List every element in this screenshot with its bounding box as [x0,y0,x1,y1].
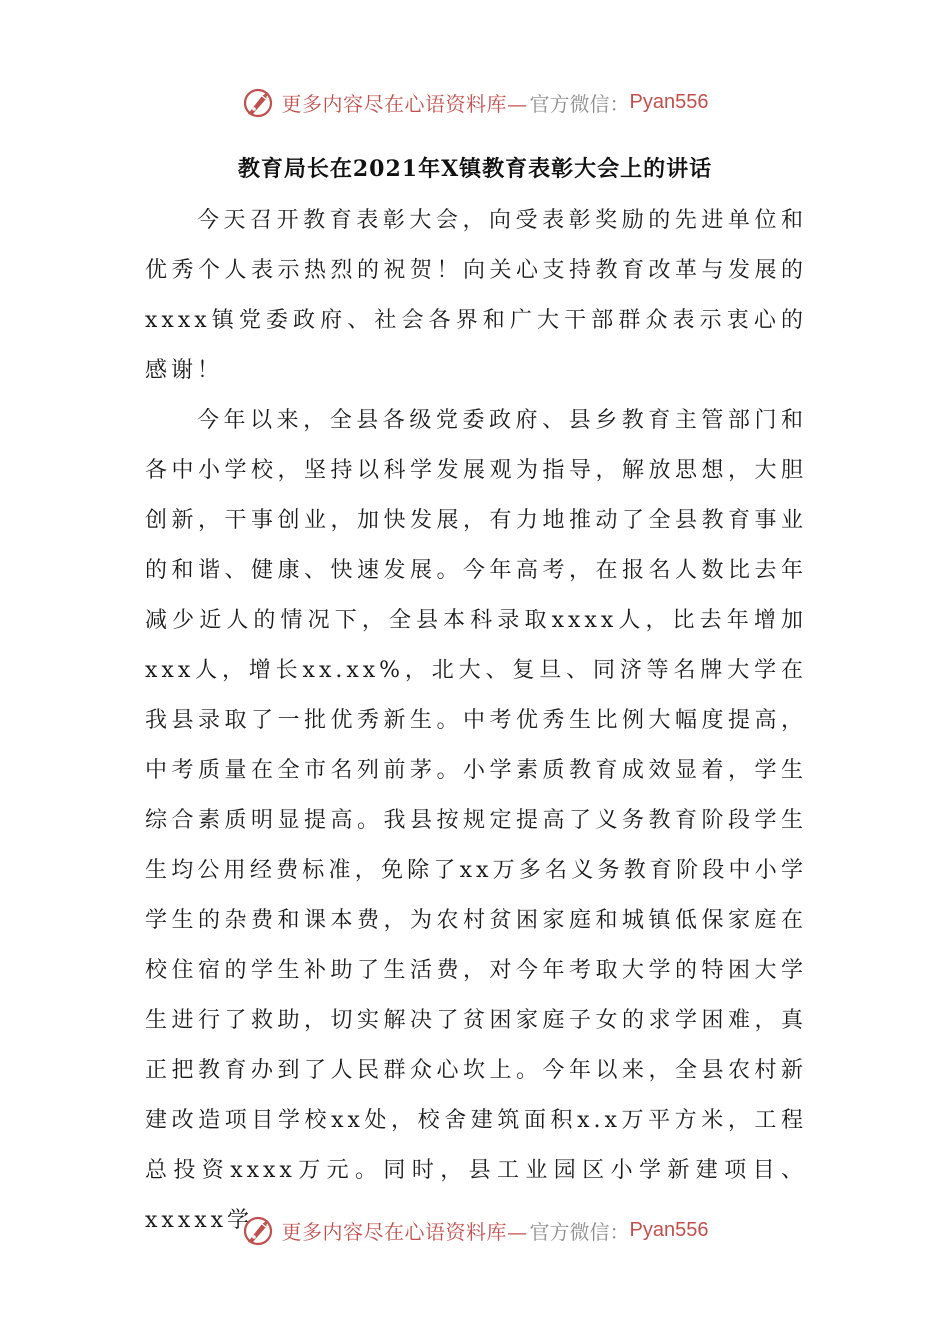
watermark-wechat-id: Pyan556 [629,90,709,113]
watermark-channel-label: 官方微信： [529,91,630,116]
paragraph-2: 今年以来，全县各级党委政府、县乡教育主管部门和各中小学校，坚持以科学发展观为指导，解放思想，大胆创新，干事创业，加快发展，有力地推动了全县教育事业的和谐、健康、快速发展。今年高考，在报名人数比去年减少近人的情况下，全县本科录取xxxx人，比去年增加xxx人，增长xx.xx%，北大、复旦、同济等名牌大学在我县录取了一批优秀新生。中考优秀生比例大幅度提高，中考质量在全市名列前茅。小学素质教育成效显着，学生综合素质明显提高。我县按规定提高了义务教育阶段学生生均公用经费标准，免除了xx万多名义务教育阶段中小学学生的杂费和课本费，为农村贫困家庭和城镇低保家庭在校住宿的学生补助了生活费，对今年考取大学的特困大学生进行了救助，切实解决了贫困家庭子女的求学困难，真正把教育办到了人民群众心坎上。今年以来，全县农村新建改造项目学校xx处，校舍建筑面积x.x万平方米，工程总投资xxxx万元。同时，县工业园区小学新建项目、xxxxx学 [145,408,807,1233]
watermark-wechat-id: Pyan556 [629,1218,709,1241]
footer-watermark [0,1208,950,1252]
pen-nib-circle-icon [242,84,278,120]
header-watermark [0,80,950,124]
watermark-channel-label: 官方微信： [529,1219,630,1244]
pen-nib-circle-icon [242,1212,278,1248]
watermark-brand-text: 更多内容尽在心语资料库— [281,91,528,116]
paragraph-1: 今天召开教育表彰大会，向受表彰奖励的先进单位和优秀个人表示热烈的祝贺！向关心支持教育改革与发展的xxxx镇党委政府、社会各界和广大干部群众表示衷心的感谢！ [145,208,807,383]
document-title: 教育局长在2021年X镇教育表彰大会上的讲话 [237,156,713,182]
document-body [145,196,807,1246]
watermark-brand-text: 更多内容尽在心语资料库— [281,1219,528,1244]
